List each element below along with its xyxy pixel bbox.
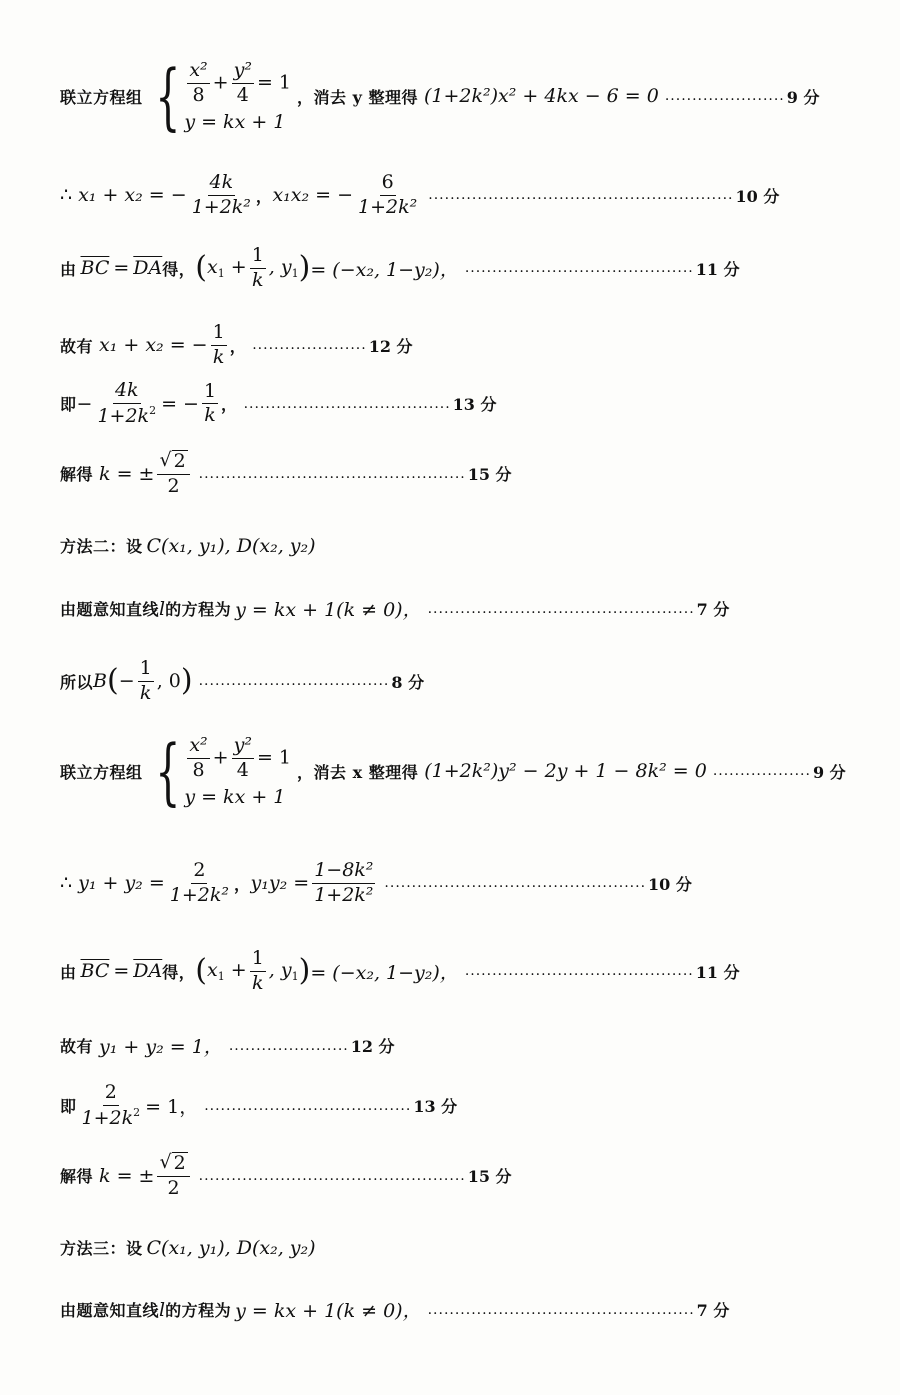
line-11: ∴ y₁ + y₂ = $\frac{2}{\text{1+2k²}}$ ， y₁y₂ = $\frac{\text{1−8k²}}{\text{1+2k²}}$ ................................................ 10 分 [60,859,692,906]
line-9: 所以 B ( − $\frac{1}{k}$ , 0 ) ................................... 8 分 [60,657,425,704]
score-label: 13 分 [413,1097,458,1117]
equation-system: { $\frac{\text{x²}}{8}$ + $\frac{\text{y²}}{4}$ = 1 y = kx + 1 [154,54,292,139]
line-2: ∴ x₁ + x₂ = − $\frac{4k}{\text{1+2k²}}$ ， x₁x₂ = − $\frac{6}{\text{1+2k²}}$ ........................................................ 10 分 [60,171,780,218]
line-14: 即 $\frac{2}{1+2k^2}$ = 1， ...................................... 13 分 [60,1081,458,1129]
line-3: 由 $\overline{BC}$ = $\overline{DA}$ 得， ( $x_1$ + $\frac{1}{k}$ , $y_1$ ) = (−x₂, 1−y₂)， .......................................... 11 分 [60,244,740,291]
score-label: 9 分 [812,762,846,782]
line-4: 故有 x₁ + x₂ = − $\frac{1}{k}$ ， ..................... 12 分 [60,321,413,368]
score-label: 12 分 [368,336,413,356]
line-13: 故有 y₁ + y₂ = 1， ...................... 12 分 [60,1036,395,1058]
line-10: 联立方程组 { $\frac{\text{x²}}{8}$ + $\frac{\text{y²}}{4}$ = 1 y = kx + 1 ，消去 x 整理得 (1+2k²)y² − 2y + 1 − 8k² = 0 .................. 9 分 [60,729,846,814]
method-2-heading: 方法二：设 C(x₁, y₁), D(x₂, y₂) [60,534,316,557]
score-label: 7 分 [696,600,730,619]
score-label: 9 分 [786,87,820,107]
score-label: 8 分 [391,672,425,692]
line-8: 由题意知直线 l 的方程为 y = kx + 1(k ≠ 0)， ................................................. 7 分 [60,597,730,621]
score-label: 15 分 [467,465,512,485]
line-17: 由题意知直线 l 的方程为 y = kx + 1(k ≠ 0)， ................................................. 7 分 [60,1298,730,1322]
line-15: 解得 k = ± √ 2 2 ................................................. 15 分 [60,1151,512,1199]
line-6: 解得 k = ± √ 2 2 ................................................. 15 分 [60,449,512,497]
score-label: 10 分 [735,186,780,206]
score-label: 11 分 [695,259,740,279]
score-label: 11 分 [695,962,740,982]
line-5: 即 − $\frac{4k}{1+2k^2}$ = − $\frac{1}{k}$ ， ...................................... 13 分 [60,379,497,427]
line-1: 联立方程组 { $\frac{\text{x²}}{8}$ + $\frac{\text{y²}}{4}$ = 1 y = kx + 1 ，消去 y 整理得 (1+2k²)x² + 4kx − 6 = 0 ...................... 9 分 [60,54,820,139]
score-label: 10 分 [648,874,692,894]
score-label: 15 分 [467,1167,512,1187]
method-3-heading: 方法三：设 C(x₁, y₁), D(x₂, y₂) [60,1236,316,1259]
line-12: 由 $\overline{BC}$ = $\overline{DA}$ 得， ( $x_1$ + $\frac{1}{k}$ , $y_1$ ) = (−x₂, 1−y₂)， .......................................... 11 分 [60,947,740,994]
equation-system: { $\frac{\text{x²}}{8}$ + $\frac{\text{y²}}{4}$ = 1 y = kx + 1 [154,729,292,814]
score-label: 13 分 [452,395,497,415]
score-label: 12 分 [350,1037,395,1056]
score-label: 7 分 [696,1301,730,1320]
